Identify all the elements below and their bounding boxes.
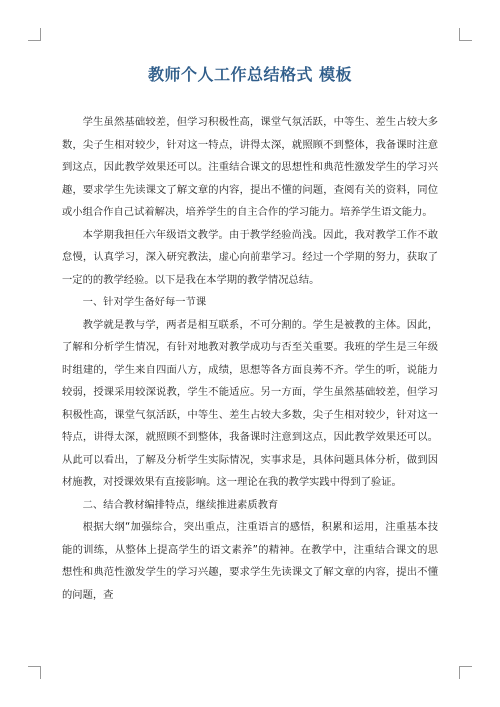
paragraph: 教学就是教与学，两者是相互联系，不可分割的。学生是被教的主体。因此，了解和分析学生情况，有针对地教对教学成功与否至关重要。我班的学生是三年级时组建的，学生来自四面八方，成绩，思想等各方面良莠不齐。学生的听，说能力较弱，授课采用较深说教，学生不能适应。另一方面，学生虽然基础较差，但学习积极性高，课堂气氛活跃，中等生、差生占较大多数，尖子生相对较少，针对这一特点，讲得太深，就照顾不到整体，我备课时注意到这点，因此教学效果还可以。从此可以看出，了解及分析学生实际情况，实事求是，具体问题具体分析，做到因材施教，对授课效果有直接影响。这一理论在我的教学实践中得到了验证。 (62, 318, 438, 488)
paragraph: 根据大纲“加强综合，突出重点，注重语言的感悟，积累和运用，注重基本技能的训练，从整体上提高学生的语文素养”的精神。在教学中，注重结合课文的思想性和典范性激发学生的学习兴趣，要求学生先读课文了解文章的内容，提出不懂的问题，查 (62, 521, 438, 601)
crop-mark-top-right (459, 28, 472, 41)
document-title: 教师个人工作总结格式 模板 (147, 65, 353, 84)
crop-mark-bottom-left (28, 666, 41, 679)
document-body (62, 111, 438, 606)
section-heading: 二、结合教材编排特点，继续推进素质教育 (82, 498, 279, 511)
paragraph: 本学期我担任六年级语文教学。由于教学经验尚浅。因此，我对教学工作不敢怠慢，认真学习，深入研究教法，虚心向前辈学习。经过一个学期的努力，获取了一定的的教学经验。以下是我在本学期的教学情况总结。 (62, 228, 438, 286)
paragraph: 学生虽然基础较差，但学习积极性高，课堂气氛活跃，中等生、差生占较大多数，尖子生相对较少，针对这一特点，讲得太深，就照顾不到整体，我备课时注意到这点，因此教学效果还可以。注重结合课文的思想性和典范性激发学生的学习兴趣，要求学生先读课文了解文章的内容，提出不懂的问题，查阅有关的资料，同位或小组合作自己试着解决，培养学生的自主合作的学习能力。培养学生语文能力。 (62, 116, 438, 218)
crop-mark-top-left (28, 28, 41, 41)
crop-mark-bottom-right (459, 666, 472, 679)
section-heading: 一、针对学生备好每一节课 (82, 296, 207, 308)
